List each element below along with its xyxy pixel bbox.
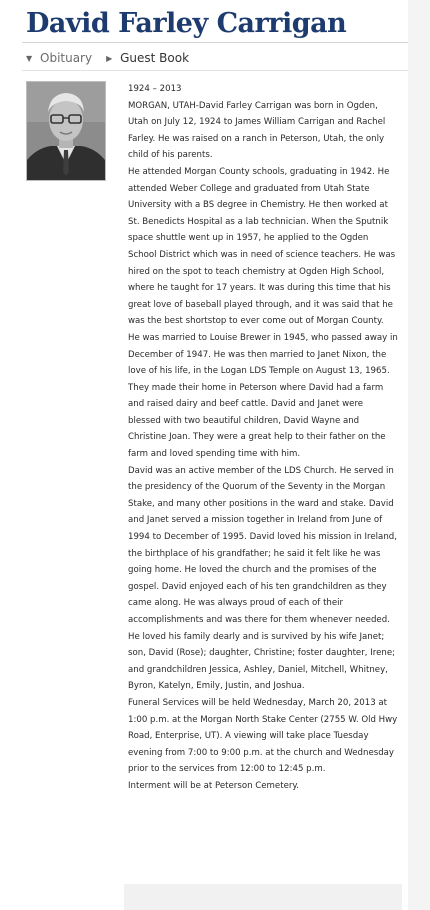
chevron-down-icon: ▼ bbox=[26, 53, 33, 63]
obituary-paragraph: He was married to Louise Brewer in 1945, who passed away in December of 1947. He was then married to Janet Nixon, the love of his life, in the Logan LDS Temple on August 13, 1965. They made their home in Peterson where David had a farm and raised dairy and beef cattle. David and Janet were blessed with two beautiful children, David Wayne and Christine Joan. They were a great help to their father on the farm and loved spending time with him. bbox=[128, 332, 398, 460]
page-title: David Farley Carrigan bbox=[26, 8, 347, 39]
obituary-paragraph: Interment will be at Peterson Cemetery. bbox=[128, 780, 299, 791]
chevron-right-icon: ▶ bbox=[106, 53, 113, 63]
obituary-paragraph: Funeral Services will be held Wednesday, March 20, 2013 at 1:00 p.m. at the Morgan North Stake Center (2755 W. Old Hwy Road, Enterprise, UT). A viewing will take place Tuesday evening from 7:00 to 9:00 p.m. at the church and Wednesday prior to the services from 12:00 to 12:45 p.m. bbox=[128, 697, 398, 775]
obituary-body bbox=[128, 81, 398, 795]
tab-guest-book-label: Guest Book bbox=[120, 51, 190, 65]
tab-obituary[interactable] bbox=[26, 51, 92, 65]
obituary-paragraph: He attended Morgan County schools, graduating in 1942. He attended Weber College and graduated from Utah State University with a BS degree in Chemistry. He then worked at St. Benedicts Hospital as a lab technician. When the Sputnik space shuttle went up in 1957, he applied to the Ogden School District which was in need of science teachers. He was hired on the spot to teach chemistry at Ogden High School, where he taught for 17 years. It was during this time that his great love of baseball played through, and it was said that he was the best shortstop to ever come out of Morgan County. bbox=[128, 166, 396, 327]
portrait-photo bbox=[26, 81, 106, 181]
lifespan-dates: 1924 – 2013 bbox=[128, 84, 182, 94]
bottom-scroll-area bbox=[124, 884, 402, 910]
nav-divider bbox=[22, 70, 408, 71]
obituary-paragraph: MORGAN, UTAH-David Farley Carrigan was born in Ogden, Utah on July 12, 1924 to James William Carrigan and Rachel Farley. He was raised on a ranch in Peterson, Utah, the only child of his parents. bbox=[128, 100, 386, 161]
tab-guest-book[interactable] bbox=[106, 51, 189, 65]
title-divider bbox=[22, 42, 408, 43]
tab-obituary-label: Obituary bbox=[40, 51, 93, 65]
obituary-paragraph: David was an active member of the LDS Church. He served in the presidency of the Quorum of the Seventy in the Morgan Stake, and many other positions in the ward and stake. David and Janet served a mission together in Ireland from June of 1994 to December of 1995. David loved his mission in Ireland, the birthplace of his grandfather; he said it felt like he was going home. He loved the church and the promises of the gospel. David enjoyed each of his ten grandchildren as they came along. He was always proud of each of their accomplishments and was there for them whenever needed. He loved his family dearly and is survived by his wife Janet; son, David (Rose); daughter, Christine; foster daughter, Irene; and grandchildren Jessica, Ashley, Daniel, Mitchell, Whitney, Byron, Katelyn, Emily, Justin, and Joshua. bbox=[128, 465, 397, 692]
right-margin-band bbox=[408, 0, 430, 910]
obituary-nav bbox=[26, 49, 189, 67]
